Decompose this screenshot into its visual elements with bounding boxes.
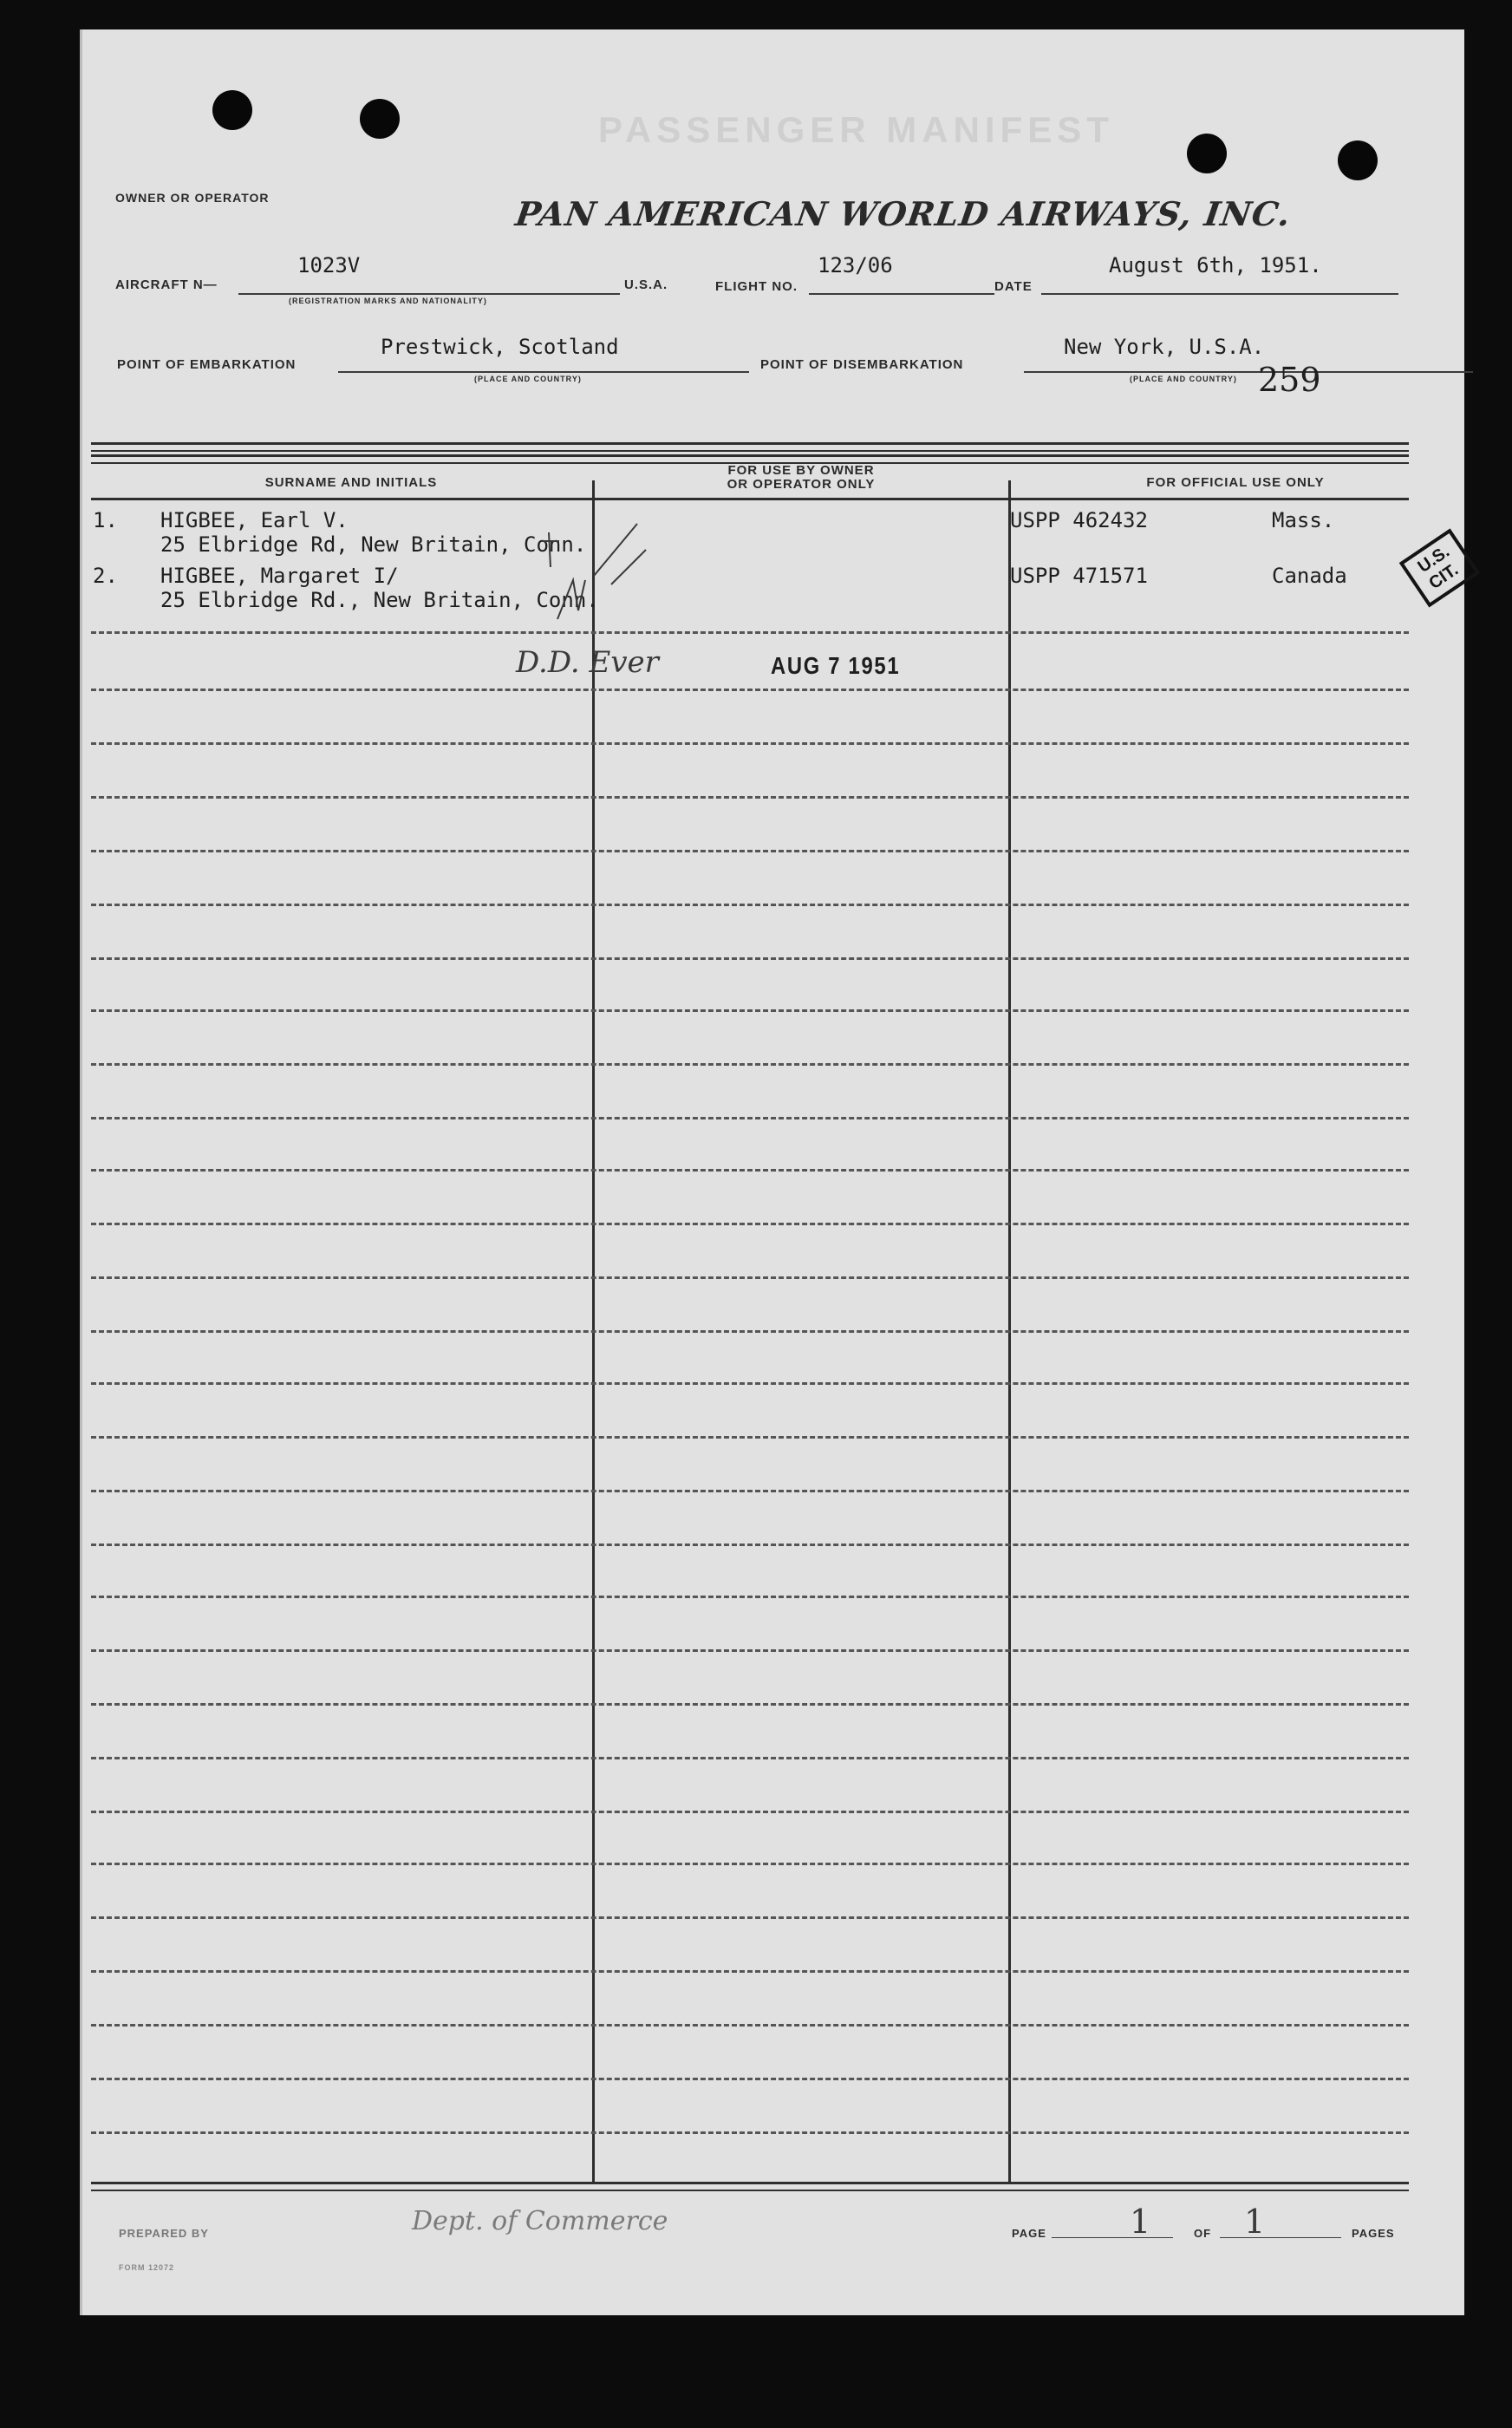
disembarkation-value: New York, U.S.A. [1064, 335, 1265, 359]
embarkation-label: POINT OF EMBARKATION [117, 357, 297, 372]
pages-value: 1 [1244, 2203, 1266, 2241]
aircraft-value: 1023V [297, 253, 361, 277]
col-header-surname: SURNAME AND INITIALS [264, 475, 438, 490]
col-header-official: FOR OFFICIAL USE ONLY [1146, 475, 1325, 490]
page-value: 1 [1130, 2203, 1151, 2241]
punch-hole [212, 90, 252, 130]
date-stamp: AUG 7 1951 [771, 652, 901, 679]
form-title: PASSENGER MANIFEST [598, 109, 1114, 150]
passport-number: USPP 471571 [1010, 564, 1148, 588]
passenger-name: HIGBEE, Margaret I/ [160, 564, 399, 588]
punch-hole [1338, 140, 1378, 180]
origin: Mass. [1272, 508, 1335, 532]
passenger-address: 25 Elbridge Rd, New Britain, Conn. [160, 532, 587, 557]
prepared-by-signature: Dept. of Commerce [412, 2206, 668, 2236]
disembarkation-caption: (PLACE AND COUNTRY) [1130, 375, 1237, 383]
aircraft-caption: (REGISTRATION MARKS AND NATIONALITY) [289, 297, 487, 305]
signature: D.D. Ever [516, 645, 659, 680]
of-label: OF [1194, 2227, 1212, 2240]
date-label: DATE [994, 279, 1033, 294]
col-header-owner-line2: OR OPERATOR ONLY [727, 477, 876, 492]
disembarkation-label: POINT OF DISEMBARKATION [760, 357, 964, 372]
us-cit-stamp: U.S. CIT. [1399, 528, 1480, 607]
prepared-by-label: PREPARED BY [119, 2227, 209, 2240]
manifest-sheet [80, 29, 1464, 2315]
row-number: 2. [93, 564, 118, 588]
form-code: FORM 12072 [119, 2263, 175, 2272]
usa-label: U.S.A. [624, 277, 668, 292]
flight-label: FLIGHT NO. [715, 279, 798, 294]
pencil-check-marks [490, 498, 663, 628]
flight-value: 123/06 [818, 253, 893, 277]
embarkation-caption: (PLACE AND COUNTRY) [474, 375, 582, 383]
passport-number: USPP 462432 [1010, 508, 1148, 532]
aircraft-label: AIRCRAFT N— [115, 277, 218, 292]
origin: Canada [1272, 564, 1347, 588]
pages-label: PAGES [1352, 2227, 1395, 2240]
page-label: PAGE [1012, 2227, 1046, 2240]
owner-label: OWNER OR OPERATOR [115, 191, 270, 205]
punch-hole [360, 99, 400, 139]
passenger-address: 25 Elbridge Rd., New Britain, Conn. [160, 588, 599, 612]
row-number: 1. [93, 508, 118, 532]
date-value: August 6th, 1951. [1109, 253, 1322, 277]
punch-hole [1187, 134, 1227, 173]
sheet-number: 259 [1258, 361, 1321, 399]
company-name: PAN AMERICAN WORLD AIRWAYS, INC. [512, 194, 1294, 233]
embarkation-value: Prestwick, Scotland [381, 335, 619, 359]
col-header-owner-line1: FOR USE BY OWNER [727, 463, 875, 478]
passenger-name: HIGBEE, Earl V. [160, 508, 349, 532]
